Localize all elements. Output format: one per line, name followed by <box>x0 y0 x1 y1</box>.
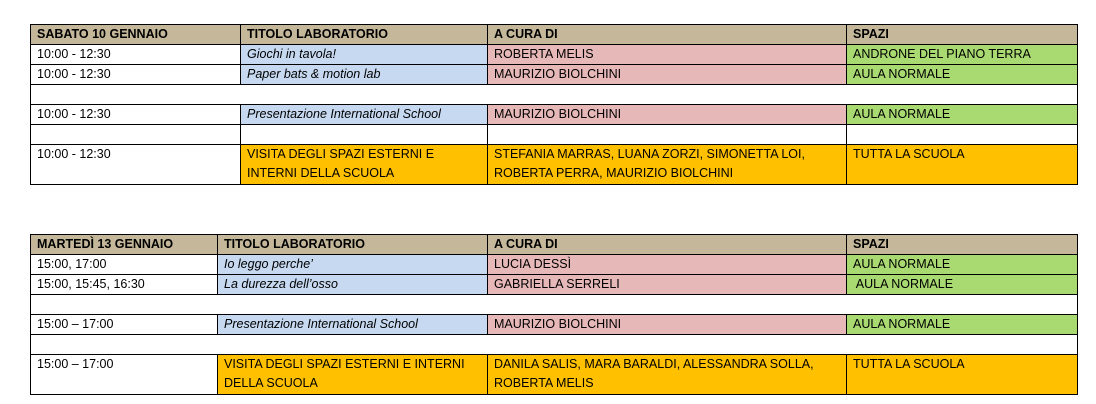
curator-cell: MAURIZIO BIOLCHINI <box>488 105 847 125</box>
table-header-row <box>31 235 1078 255</box>
spacer-cell <box>488 125 847 145</box>
time-cell: 15:00, 15:45, 16:30 <box>31 275 218 295</box>
header-title: TITOLO LABORATORIO <box>218 235 488 255</box>
time-cell: 10:00 - 12:30 <box>31 45 241 65</box>
space-cell: TUTTA LA SCUOLA <box>847 355 1078 395</box>
title-cell: Io leggo perche’ <box>218 255 488 275</box>
spacer-row <box>31 85 1078 105</box>
space-cell: AULA NORMALE <box>847 255 1078 275</box>
header-space: SPAZI <box>847 235 1078 255</box>
header-curator: A CURA DI <box>488 25 847 45</box>
title-cell: La durezza dell’osso <box>218 275 488 295</box>
curator-cell: ROBERTA MELIS <box>488 45 847 65</box>
time-cell: 15:00, 17:00 <box>31 255 218 275</box>
curator-cell: MAURIZIO BIOLCHINI <box>488 65 847 85</box>
curator-cell: DANILA SALIS, MARA BARALDI, ALESSANDRA SOLLA, ROBERTA MELIS <box>488 355 847 395</box>
title-cell: Paper bats & motion lab <box>241 65 488 85</box>
table-row <box>31 65 1078 85</box>
header-day: MARTEDÌ 13 GENNAIO <box>31 235 218 255</box>
table-row <box>31 255 1078 275</box>
curator-cell: LUCIA DESSÌ <box>488 255 847 275</box>
curator-cell: STEFANIA MARRAS, LUANA ZORZI, SIMONETTA LOI, ROBERTA PERRA, MAURIZIO BIOLCHINI <box>488 145 847 185</box>
spacer-row <box>31 335 1078 355</box>
spacer-row <box>31 125 1078 145</box>
table-row <box>31 315 1078 335</box>
spacer-cell <box>31 125 241 145</box>
table-row <box>31 355 1078 395</box>
title-cell: VISITA DEGLI SPAZI ESTERNI E INTERNI DELLA SCUOLA <box>241 145 488 185</box>
table-row <box>31 145 1078 185</box>
title-cell: Presentazione International School <box>241 105 488 125</box>
spacer-cell <box>241 125 488 145</box>
time-cell: 10:00 - 12:30 <box>31 65 241 85</box>
table-row <box>31 45 1078 65</box>
curator-cell: MAURIZIO BIOLCHINI <box>488 315 847 335</box>
space-cell: AULA NORMALE <box>847 315 1078 335</box>
time-cell: 15:00 – 17:00 <box>31 355 218 395</box>
table-row <box>31 105 1078 125</box>
header-title: TITOLO LABORATORIO <box>241 25 488 45</box>
title-cell: VISITA DEGLI SPAZI ESTERNI E INTERNI DELLA SCUOLA <box>218 355 488 395</box>
space-cell: AULA NORMALE <box>847 65 1078 85</box>
table-header-row <box>31 25 1078 45</box>
schedule-table-saturday <box>30 24 1078 185</box>
spacer-row <box>31 295 1078 315</box>
spacer-cell <box>847 125 1078 145</box>
space-cell: AULA NORMALE <box>847 275 1078 295</box>
title-cell: Presentazione International School <box>218 315 488 335</box>
header-day: SABATO 10 GENNAIO <box>31 25 241 45</box>
space-cell: AULA NORMALE <box>847 105 1078 125</box>
time-cell: 10:00 - 12:30 <box>31 105 241 125</box>
space-cell: TUTTA LA SCUOLA <box>847 145 1078 185</box>
header-curator: A CURA DI <box>488 235 847 255</box>
space-cell: ANDRONE DEL PIANO TERRA <box>847 45 1078 65</box>
curator-cell: GABRIELLA SERRELI <box>488 275 847 295</box>
header-space: SPAZI <box>847 25 1078 45</box>
table-row <box>31 275 1078 295</box>
time-cell: 10:00 - 12:30 <box>31 145 241 185</box>
spacer-cell <box>31 295 1078 315</box>
spacer-cell <box>31 335 1078 355</box>
title-cell: Giochi in tavola! <box>241 45 488 65</box>
time-cell: 15:00 – 17:00 <box>31 315 218 335</box>
spacer-cell <box>31 85 1078 105</box>
schedule-table-tuesday <box>30 234 1078 395</box>
